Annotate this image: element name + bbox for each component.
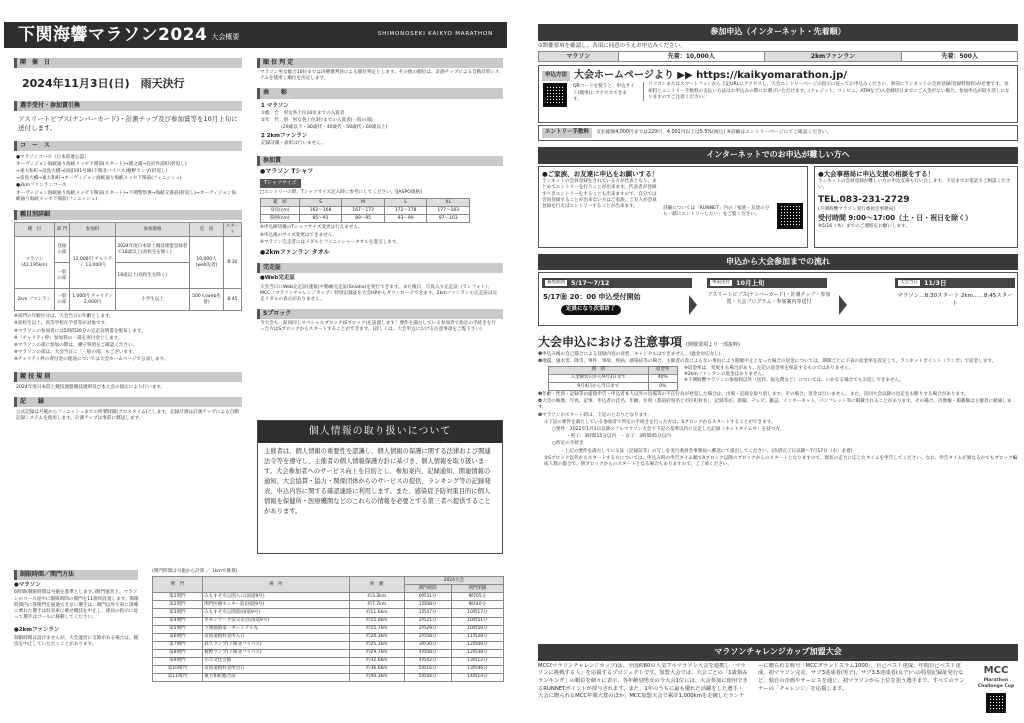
size-cell: 身長(cm)	[261, 207, 300, 215]
cutoff-row	[153, 633, 504, 641]
course-line: →東大和町→彦島大橋→国道191号線(下関北バイパス)植野ランプ(折返し)	[16, 169, 168, 175]
flow-step-value: 11/3日	[924, 278, 947, 287]
cutoff-cell: 武久ランプ(下関北バイパス)	[202, 641, 349, 649]
size-note: ※マラソン完走者にはメダルとフィニッシャータオルを進呈します。	[260, 239, 401, 245]
event-date: 2024年11月3日(日) 雨天決行	[22, 77, 185, 91]
size-header: XL	[427, 199, 470, 207]
refund-note: ※下関海響マラソンの参加料以外（送料、振込費など）については、いかなる場合でもお返しできません。	[684, 378, 904, 384]
events-header: 参加資格	[115, 223, 189, 237]
right-column	[538, 22, 1018, 722]
flow-step-value: 10月上旬	[736, 278, 765, 287]
caution-header	[538, 334, 1018, 350]
cutoff-cell: 5時16分	[404, 665, 451, 673]
cutoff-cell: 第10関門	[153, 665, 203, 673]
prize-item: 1 マラソン	[261, 102, 289, 109]
cutoff-cell: 第7関門	[153, 641, 203, 649]
cutoff-fun-title: ●2kmファンラン	[14, 627, 60, 634]
finisher-heading: 完走証	[257, 263, 503, 273]
refund-note: ※返金率は、変更する場合があり、左記の返金率を保証するものではありません。	[684, 365, 854, 371]
prizes-list	[257, 101, 503, 155]
help-left-text: ランネットの会員登録をされている方が代表となり、まとめてエントリーを行うことが出来ます。代表者が登録すべきエントリーをすることも出来ますので、自分では会員登録することが出来ない方はご家族、ご友人が会員登録を行えばエントリーすることが出来ます。	[542, 179, 657, 210]
date-heading: 開 催 日	[14, 58, 242, 68]
cutoff-cell: 9時05分	[451, 593, 503, 601]
cutoff-cell: 約3.3km	[350, 593, 405, 601]
reception-heading: 選手受付・参加賞引換	[14, 101, 242, 111]
course-line: オーヴィジョン海峡通り海峡メッセ下関前(スタート)→下関警察署→海峡交番前(折返し)→オーヴィジョン海峡通り海峡メッセ下関前(フィニッシュ)	[16, 190, 237, 202]
size-cell: 97〜103	[427, 215, 470, 223]
course-line: オーヴィジョン海峡通り海峡メッセ下関前(スタート)→壇之浦→長府外浦町(折返し)	[16, 161, 187, 167]
cutoff-cell: みもすそ川公園入口(国道9号)	[202, 593, 349, 601]
method-box	[538, 65, 1018, 123]
course-lines	[14, 153, 242, 205]
mcc-logo-top: MCC	[983, 665, 1009, 676]
refund-cell: 9月4日から当日まで	[549, 383, 649, 391]
help-hours: 受付時間 9:00〜17:00（土・日・祝日を除く）	[818, 214, 973, 222]
reception-text: アスリートビブス(ナンバーカード)・計測チップ及び参加賞等を10月上旬に送付します。	[18, 115, 238, 132]
flow-box	[538, 272, 1018, 326]
events-note: ※マラソンの参加者には5時間30分の完走証明書を配布します。	[14, 328, 146, 334]
refund-table	[548, 366, 678, 391]
cutoff-cell: 関門医療センター前(国道9号)	[202, 601, 349, 609]
cutoff-cell: 第4関門	[153, 617, 203, 625]
cutoff-cell: 10時50分	[451, 625, 503, 633]
cutoff-cell: きモンワーク前交差点(国道9号)	[202, 617, 349, 625]
cutoff-row	[153, 673, 504, 681]
quota-label: 2kmファンラン	[764, 52, 902, 62]
method-row	[542, 69, 1014, 83]
help-org: (下関海響マラソン実行委員会事務局)	[818, 206, 896, 212]
rules-heading: 競 技 規 則	[14, 372, 242, 382]
size-cell: 85〜91	[299, 215, 342, 223]
cutoff-cell: 約15.0km	[350, 617, 405, 625]
flow-step-label: 大会当日	[900, 280, 918, 286]
help-left-title: ●ご家族、お友達に申込をお願いする！	[542, 169, 659, 178]
caution-item: ・上記の要件を満たしている証（記録証等）の写しを実行委員会事務局へ郵送にて提出してください。(決済完了日以降〜7月17日（水）必着)	[560, 448, 853, 454]
mcc-box	[538, 644, 1018, 720]
cutoff-cell: 約7.7km	[350, 601, 405, 609]
qr-text: QRコードを使うと、申込サイト(簡単)にアクセスできます。	[573, 84, 635, 102]
cutoff-cell: 約29.7km	[350, 649, 405, 657]
size-cell: 93〜99	[384, 215, 427, 223]
prize-item: ②年 代 別 男女各上位3位までの入賞者(一般の部)	[261, 118, 373, 124]
caution-item: ①下記の要件を満たしている参加者で所定の手続きを行った方は、Sブロックからスタートすることができます。	[544, 419, 776, 425]
fee-text: 支払総額4,000円までは220円、4,001円以上は5.5%(税込) ※詳細はエントリーページにてご確認ください。	[596, 129, 832, 135]
cutoff-cell: 約40.3km	[350, 673, 405, 681]
help-left-text2: 詳細については「RUNNET」内の「家族・友達の分も一緒にエントリーしたい」をご覧ください。	[663, 205, 770, 217]
events-header: 定 員	[190, 223, 224, 237]
refund-cell: 40%	[648, 374, 677, 382]
flow-step-label: 事前送付	[712, 280, 730, 286]
cutoff-cell: 14時14分	[451, 673, 503, 681]
finisher-text: 大会当日にWeb完走証(速報)や動画完走証(Sniaha)を発行できます。また後日、写真入り完走証（ランフォト）、MCC（マラソンチャレンジカップ）特別記録証を大会HPからダウンロードできます。2kmファンランの完走証は完走メダルの表示がありません。	[260, 284, 498, 303]
course-line: ●2kmファンランコース	[16, 183, 67, 189]
caution-item: ②Sブロック以外からスタートする方については、申込み時の申告タイム順でAブロック以降のブロックからのスタートとなりますので、現状の走力に応じたタイムを申告してください。なお、申告タイムが異なるかでもブロック編成人数の都合で、別ブロックからのスタートとなる場合もありますので、ご了承ください。	[544, 455, 1018, 467]
size-header: L	[384, 199, 427, 207]
mcc-logo	[976, 664, 1016, 715]
towel-title: ●2kmファンラン タオル	[260, 249, 330, 257]
rules-text: 2024年度日本陸上競技連盟競技規則及び本大会の規定により行います。	[16, 384, 166, 390]
caution-title-note: (開催要項より一部抜粋)	[686, 342, 740, 349]
events-cell: マラソン(42.195km)	[15, 237, 55, 289]
cutoff-cell: 小月文化会館	[202, 657, 349, 665]
events-table	[14, 222, 242, 311]
events-header: 種 目	[15, 223, 55, 237]
cutoff-section	[14, 568, 504, 718]
events-cell: 一般の部	[54, 263, 70, 289]
events-cell: 2024年度日本陸上競技連盟登録者で18歳以上(高校生を除く)	[115, 237, 189, 263]
method-label: 申込方法	[542, 71, 570, 80]
cutoff-cell: 2時21分	[404, 617, 451, 625]
quota-table	[538, 51, 1018, 62]
events-notes	[14, 314, 242, 363]
pc-text: パソコンまたはスマートフォンから上記URLにアクセスし、大会エントリーページの指示に従ってお申込みください。事前にランネットの会員登録(登録料無料)が必要です。参加料とエントリー手数料の支払い方法はお申込みの際にお選びいただけます。(クレジット、コンビニ、ATMなど)入金締切日までにご入金がない場合、参加申込が取り消しになりますのでご注意ください。	[643, 82, 1013, 101]
cutoff-cell: 5時44分	[404, 673, 451, 681]
privacy-box	[257, 420, 503, 554]
caution-item: ❶申込み後の自己都合による登録内容の変更、キャンセルはできません。(過金対応なし)	[538, 351, 721, 357]
cutoff-cell: 約11.6km	[350, 609, 405, 617]
cutoff-cell: 彦島道路料金所入口	[202, 633, 349, 641]
course-line: →彦島大橋→東大和町→オーヴィジョン海峡通り海峡メッセ下関前(フィニッシュ)	[16, 176, 182, 182]
size-cell: 172〜178	[384, 207, 427, 215]
mcc-logo-bottom: Marathon Challenge Cup	[977, 677, 1015, 689]
tshirt-size-badge: Tシャツサイズ	[260, 179, 301, 188]
refund-cell: 0%	[648, 383, 677, 391]
header-banner	[4, 22, 507, 48]
flow-arrow-icon	[839, 295, 847, 315]
help-right-text: ランネットの会員登録が難しい方の申込支援も行いたします。下記までお電話でご相談ください。	[818, 179, 1011, 191]
caution-item: ○所定の手続き	[552, 441, 584, 447]
cutoff-table-note: (関門時間は号砲から計算 ／ 1kmで換算)	[152, 569, 238, 574]
flow-step-3	[895, 278, 1015, 288]
caution-item: ❹大会の映像、写真、記事、申込者の氏名、年齢、住所（都道府県名と市区町村名）、記録等が、新聞、テレビ、雑誌、インターネット、パンフレット等に掲載されることがあります。その場合、肖像権・掲載権は主催者に帰属します。	[538, 399, 1012, 411]
events-cell: 8:30	[223, 237, 241, 289]
cutoff-cell: 約36.6km	[350, 665, 405, 673]
events-cell: 1,000円 チャリティ 2,000円	[70, 289, 116, 311]
cutoff-cell: 約32.6km	[350, 657, 405, 665]
cutoff-cell: 第11関門	[153, 673, 203, 681]
sblock-heading: Sブロック	[257, 309, 503, 319]
flow-send: アスリートビブス(ナンバーカード)・計測チップ・参加賞・大会プログラム・参加案内等送付	[707, 292, 831, 306]
mcc-title: マラソンチャレンジカップ加盟大会	[538, 644, 1018, 661]
tshirt-size-table	[260, 198, 470, 223]
events-cell: 登録の部	[54, 237, 70, 263]
refund-area	[548, 366, 1018, 391]
caution-item: ○要件：2022年1月1日以降のフルマラソン大会で下記の基準以内に完走した記録（ネットタイム可）を持つ方。	[552, 427, 785, 433]
prize-item: ①総 合 男女各上位10位までの入賞者	[261, 110, 345, 116]
flow-day: マラソン…8:30スタート 2km……8:45スタート	[897, 293, 1013, 307]
help-right-title: ●大会事務局に申込支援の相談をする！	[818, 169, 935, 178]
help-hours-note: ※5/16（木）までのご連絡をお願いします。	[818, 224, 910, 230]
cutoff-cell: 下関漁港第一ターミナル先	[202, 625, 349, 633]
cutoff-row	[153, 609, 504, 617]
size-cell: 胸囲(cm)	[261, 215, 300, 223]
english-title: SHIMONOSEKI KAIKYO MARATHON	[377, 31, 493, 38]
cutoff-cell: 11時28分	[451, 633, 503, 641]
flow-title: 申込から大会参加までの流れ	[538, 254, 1018, 271]
size-notes	[257, 225, 503, 246]
cutoff-cell: 第8関門	[153, 649, 203, 657]
left-column-1	[14, 56, 242, 566]
cutoff-cell: 9時40分	[451, 601, 503, 609]
sblock-text: 今大会も、前回同じスペシャルブロック(Sブロック)を設置します！要件を満たしている参加者で指定の手続きを行った方はSブロックからスタートすることができます。(詳しくは、大会申込における注意事項をご覧下さい)	[260, 321, 496, 333]
size-cell: 177〜183	[427, 207, 470, 215]
tshirt-title: ●マラソン Tシャツ	[260, 168, 314, 176]
prize-item: 2 2kmファンラン	[261, 132, 308, 139]
cutoff-header: 関 門	[153, 577, 203, 593]
events-header: スタート	[223, 223, 241, 237]
cutoff-cell: 第1関門	[153, 593, 203, 601]
page-subtitle: 大会概要	[211, 33, 240, 42]
cutoff-year-header: 2024大会	[404, 577, 503, 585]
caution-item: ❺マラソンのスタート時は、下記のとおりとなります。	[538, 412, 653, 418]
events-cell: 一般の部	[54, 289, 70, 311]
quota-value: 先着：10,000人	[618, 52, 764, 62]
events-cell: 18歳以上(高校生を除く)	[115, 263, 189, 289]
events-cell: 12,000円 チャリティ 13,000円	[70, 237, 116, 289]
fee-label: エントリー手数料	[542, 128, 592, 137]
events-cell: 10,000人(web先着)	[190, 237, 224, 289]
flow-step-label: 募集期間	[547, 280, 565, 286]
events-note: ※チャリティ枠の寄付金の使途については大会ホームページで公表します。	[14, 357, 169, 363]
apply-title: 参加申込（インターネット・先着順）	[538, 24, 1018, 41]
flow-arrow-icon	[689, 295, 697, 315]
cutoff-row	[153, 649, 504, 657]
cutoff-row	[153, 593, 504, 601]
tshirt-size-note: □エントリーの際、Tシャツサイズ記入時に参考にしてください。[JASPO規格]	[260, 190, 422, 196]
quota-value: 先着：500人	[902, 52, 1018, 62]
events-note: ※マラソンの部は、大会当日に「一般の部」もございます。	[14, 350, 137, 356]
size-header: S	[299, 199, 342, 207]
events-cell: 8:45	[223, 289, 241, 311]
size-header: 範 囲	[261, 199, 300, 207]
left-column-2	[257, 56, 503, 416]
cutoff-cell: 約20.3km	[350, 633, 405, 641]
events-note: ※「チャリティ枠」参加料の一部を寄付金とします。	[14, 335, 123, 341]
caution-title: 大会申込における注意事項	[538, 335, 683, 350]
flow-start-badge: 定員になり次第終了	[561, 305, 621, 314]
page-title: 下関海響マラソン2024	[18, 24, 208, 45]
privacy-text: 主催者は、個人情報の重要性を認識し、個人情報の保護に関する法律および関連法令等を遵守し、主催者の個人情報保護方針に基づき、個人情報を取り扱います。大会参加者へのサービス向上を目的とし、参加案内、記録通知、関連情報の通知、大会協賛・協力・関係団体からのサービスの提供、ランキング等の記録発表、申込内容に関する確認連絡に利用します。また、感染症予防対策目的に個人情報を保健所・医療機関などのこれらの情報を必要とする第三者へ提供することがあります。	[264, 447, 491, 515]
refund-header: 返金率	[648, 366, 677, 374]
caution-item: ❷地震、風水害、降雪、事件、事故、疾病、感染症等の場合、主催者の責によらない事由により開催中止となった場合の返金については、期間ごとに下表の返金率を設定して、ランネットポイント（ランポ）で返金します。	[538, 358, 997, 364]
caution-list	[538, 352, 1018, 469]
cutoff-cell: 13時12分	[451, 657, 503, 665]
awards-heading: 順 位 判 定	[257, 58, 503, 68]
cutoff-cell: 2時29分	[404, 625, 451, 633]
events-header: 部 門	[54, 223, 70, 237]
refund-note: ※2kmファンランの返金はありません。	[684, 372, 767, 378]
prize-item: 記録計測・表彰は行いません。	[261, 140, 326, 146]
cutoff-cell: 13時46分	[451, 665, 503, 673]
cutoff-cell: 3時30分	[404, 641, 451, 649]
record-heading: 記 録	[14, 397, 242, 407]
events-note: ※部門の年齢区分は、大会当日の年齢とします。	[14, 314, 114, 320]
cutoff-header: 距 離	[350, 577, 405, 593]
events-cell: 小学生以上	[115, 289, 189, 311]
mcc-text: MCC(マラソンチャレンジカップ)は、全国約60の人気フルマラソン大会を連携し「マラソンに挑戦する人」を応援するプロジェクトです。加盟大会では、大会ごとの「1歳刻みランキング」の順位を個々に表示、各年齢別男女の今大会1位には、大会参加に使用できるRUNNETポイントが授与されます。また、1年のうちに最も優れた活躍をした選手・大会に贈られるMCC年間大賞のほか、MCC加盟大会で累計1,000kmを走破したランナーに贈られる称号「MCCグランドスラム1000」、自己ベスト達成、年間自己ベスト達成、初マラソン完走、サブ3達成者(男子)、サブ3.5達成者(女子)への特別記録証発行など、独自の企画やサービスを通じ、初マラソンから上位を狙う選手まで、すべてのランナーの「チャレンジ」を応援します。	[538, 662, 965, 700]
mcc-qr-icon	[986, 693, 1006, 713]
help-right-box	[814, 166, 1018, 248]
cutoff-cell: 彦島道路料金所出口	[202, 665, 349, 673]
size-cell: 167〜173	[342, 207, 385, 215]
flow-step-1	[542, 278, 692, 288]
cutoff-cell: 植野ランプ(下関北バイパス)	[202, 649, 349, 657]
cutoff-header: 場 所	[202, 577, 349, 593]
events-header: 参加料	[70, 223, 116, 237]
size-cell: 162〜168	[299, 207, 342, 215]
cutoff-fun-text: 制限時間は設けませんが、大会運営に支障がある場合は、競技を中止していただくことがあります。	[14, 635, 139, 647]
flow-start: 5/17㊎ 20：00 申込受付開始	[543, 293, 641, 302]
fee-box	[538, 125, 1018, 140]
flow-step-2	[707, 278, 827, 288]
cutoff-row	[153, 665, 504, 673]
size-cell: 89〜95	[342, 215, 385, 223]
events-note: ※高校生以上、高等学校在学者等が対象です。	[14, 321, 110, 327]
cutoff-cell: 10時17分	[451, 609, 503, 617]
caution-item: ❸年齢・性別・記録等の虚偽申告・申込者本人以外の出場等の不正行為が発覚した場合は、出場・記録を取り消します。その場合、返金は行いません。また、次回大会以降の出走をお断りする場合があります。	[538, 392, 969, 398]
cutoff-cell: 4時08分	[404, 649, 451, 657]
cutoff-marathon-text: 6時間(制限時間は号砲を基準とします。)関門運営上、マラソンのコース途中に制限時間の関門を11箇所設置します。制限時間内に各関門を通過できない選手は、関門以外で車に誘導に乗れた選手は収容車に乗せ競技を中止し、係員の指示に従って選手はゴールに移動してください。	[14, 590, 139, 621]
course-line: ●マラソンコース（日本陸連公認）	[16, 154, 89, 160]
cutoff-row	[153, 641, 504, 649]
cutoff-cell: 1時47分	[404, 609, 451, 617]
size-note: ※申込締切後のTシャツサイズ変更は行えません。	[260, 225, 363, 231]
refund-cell: 入金締切日から9月3日まで	[549, 374, 649, 382]
cutoff-row	[153, 625, 504, 633]
prizes-heading: 表 彰	[257, 88, 503, 98]
cutoff-cell: 第6関門	[153, 633, 203, 641]
cutoff-cell: 10時51分	[451, 617, 503, 625]
course-heading: コ ー ス	[14, 141, 242, 151]
cutoff-header: 関門時間	[404, 585, 451, 593]
cutoff-cell: 0時31分	[404, 593, 451, 601]
cutoff-cell: 第9関門	[153, 657, 203, 665]
qr-code-icon	[543, 83, 567, 107]
events-note: ※マラソンの部に参加の際は、遵守事項をご確認ください。	[14, 342, 138, 348]
method-link[interactable]: 大会ホームページより ▶▶ https://kaikyomarathon.jp/	[574, 70, 847, 82]
cutoff-cell: 東大和町総合前	[202, 673, 349, 681]
help-boxes	[538, 166, 1018, 248]
cutoff-cell: みもすそ川公園前(国道9号)	[202, 609, 349, 617]
help-tel: TEL.083-231-2729	[818, 194, 910, 205]
refund-header: 期 間	[549, 366, 649, 374]
cutoff-row	[153, 617, 504, 625]
gifts-heading: 参加賞	[257, 156, 503, 166]
cutoff-cell: 12時38分	[451, 649, 503, 657]
cutoff-cell: 約25.1km	[350, 641, 405, 649]
size-header: M	[342, 199, 385, 207]
cutoff-cell: 第5関門	[153, 625, 203, 633]
cutoff-table	[152, 576, 504, 682]
awards-text: マラソン男女総合10位までは決勝審判員による順位判定とします。その他の順位は、計測チップによる自動計時システムを使用し順位を決定します。	[260, 70, 500, 82]
quota-label: マラソン	[539, 52, 619, 62]
record-text: 公式記録は号砲からフィニッシュまでの所要時間(グロスタイム)とします。記録計測は計測チップによる自動記録システムを使用します。計測チップは事前に郵送します。	[16, 409, 239, 422]
events-cell: 2km ファンラン	[15, 289, 55, 311]
cutoff-heading: 制限時間／関門方法	[14, 570, 138, 580]
cutoff-cell: 1時08分	[404, 601, 451, 609]
cutoff-marathon-title: ●マラソン	[14, 582, 41, 588]
prize-item: (29歳以下・30歳代・40歳代・50歳代・60歳以上)	[281, 125, 388, 131]
cutoff-text-col	[14, 582, 140, 649]
right-page	[512, 0, 1024, 723]
size-note: ※申込後のサイズ変更はできません。	[260, 232, 338, 238]
flow-step-value: 5/17〜7/12	[571, 278, 610, 287]
cutoff-cell: 4時42分	[404, 657, 451, 665]
cutoff-cell: 2時58分	[404, 633, 451, 641]
help-title: インターネットでのお申込が難しい方へ	[538, 147, 1018, 164]
cutoff-cell: 第2関門	[153, 601, 203, 609]
events-cell: 500人(web先着)	[190, 289, 224, 311]
cutoff-table-wrap	[152, 568, 504, 682]
cutoff-cell: 第3関門	[153, 609, 203, 617]
apply-note: ⊙開催要項を確認し、各項に同意のうえお申込みください。	[538, 42, 686, 49]
web-cert-title: ●Web完走証	[260, 275, 295, 282]
caution-item: ・男子：3時間15分以内 ・女子：3時間45分以内	[566, 434, 671, 440]
events-heading: 種目別詳細	[14, 210, 242, 220]
runnet-qr-icon	[777, 203, 803, 229]
help-left-box	[538, 166, 808, 248]
privacy-title: 個人情報の取り扱いについて	[258, 421, 502, 443]
cutoff-cell: 約15.7km	[350, 625, 405, 633]
cutoff-cell: 12時00分	[451, 641, 503, 649]
refund-notes	[684, 366, 1004, 391]
cutoff-header: 関門閉鎖	[451, 585, 503, 593]
cutoff-row	[153, 657, 504, 665]
cutoff-row	[153, 601, 504, 609]
